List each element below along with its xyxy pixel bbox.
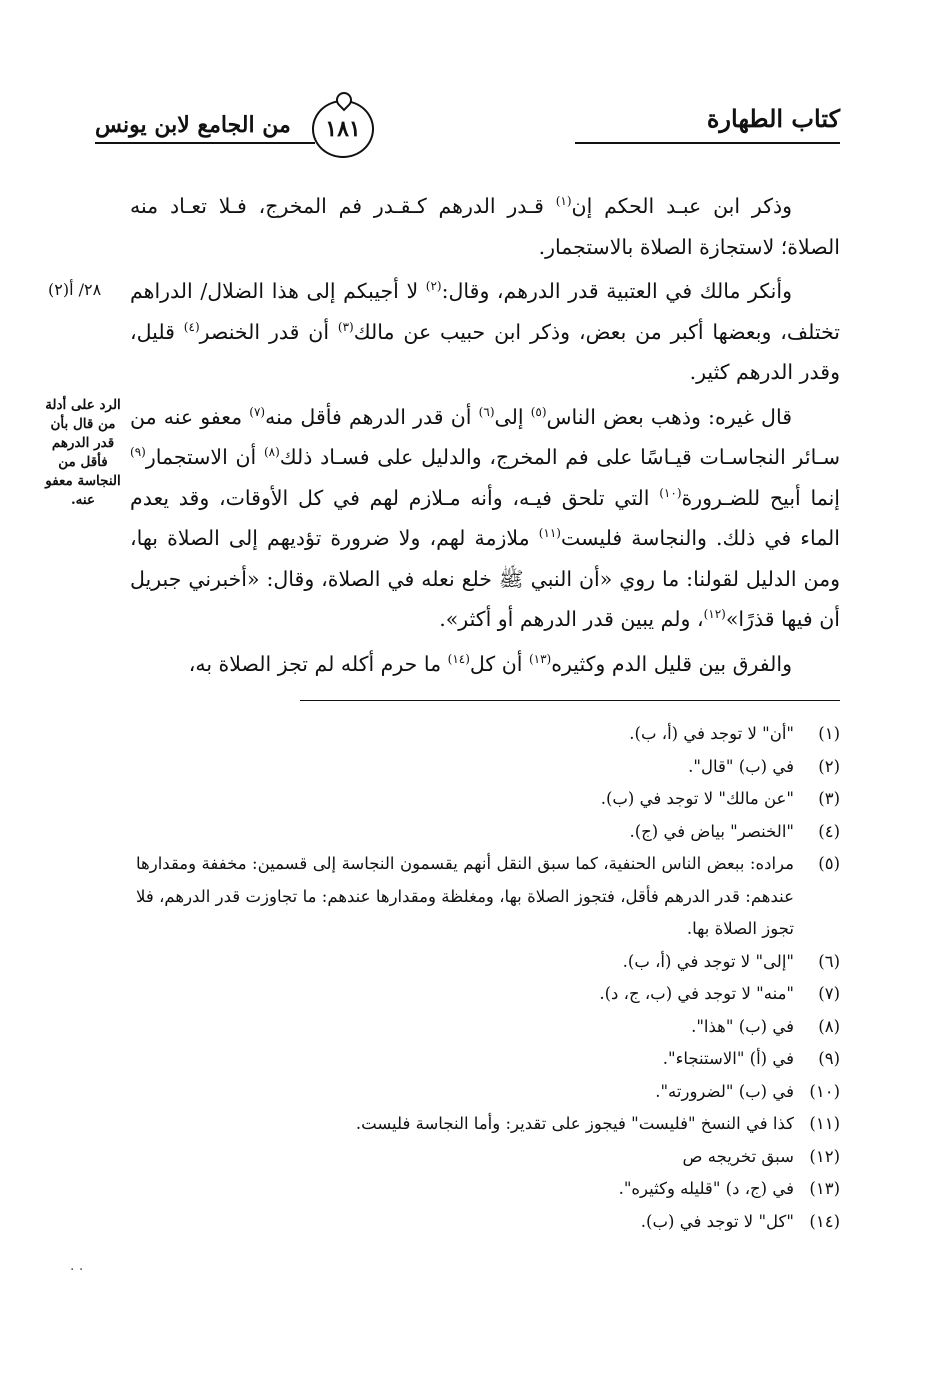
footnote-ref: (٩) [130,445,146,460]
footnote-ref: (٤) [183,319,200,334]
text-run: إلى [494,404,531,429]
footnote-number: (٦) [818,951,840,971]
footnote-text: "عن مالك" لا توجد في (ب). [600,789,794,808]
page-number: ١٨١ [325,116,361,142]
footnote-ref: (١) [555,194,572,209]
footnote [136,1043,840,1076]
footnote-text: سبق تخريجه ص [682,1146,794,1166]
footnote-text: مراده: ببعض الناس الحنفية، كما سبق النقل أنهم يقسمون النجاسة إلى قسمين: مخففة ومقدارها عندهم: قدر الدرهم فأقل، فتجوز الصلاة بها، ومغلظة ومقدارها عندهم: ما تجاوزت قدر الدرهم، فلا تجوز الصلاة بها. [136,854,794,938]
footnote-text: "إلى" لا توجد في (أ، ب). [622,951,794,971]
footnote-ref: (١٤) [447,651,470,666]
text-run: أن قدر الخنصر [199,319,338,344]
text-run: ، ولم يبين قدر الدرهم أو أكثر». [439,607,704,631]
footnote-number: (٨) [818,1016,840,1036]
folio-reference: ٢٨/ أ(٢) [48,280,102,299]
footnotes [136,718,840,1238]
margin-side-note: الرد على أدلة من قال بأن قدر الدرهم فأقل من النجاسة معفو عنه. [45,397,121,508]
footnote-number: (١٢) [809,1146,840,1166]
footnote [136,783,840,816]
footnote-ref: (١١) [538,526,561,541]
text-run: وأنكر مالك في العتبية قدر الدرهم، وقال: [441,279,792,303]
footnote-text: في (ب) "قال". [688,756,794,776]
footnote-number: (٧) [818,984,840,1003]
footnote-ref: (٨) [263,445,280,460]
text-run: إنما أبيح للضـرورة [681,485,840,510]
footnote-number: (٢) [818,756,840,776]
footnote [136,751,840,784]
paragraph-3 [130,397,840,640]
text-run: قـدر الدرهم كـقـدر فم المخرج، فـلا تعـاد منه الصلاة؛ لاستجازة الصلاة بالاستجمار. [130,194,840,259]
footnote [136,1206,840,1239]
footnote-text: في (أ) "الاستنجاء". [662,1049,794,1068]
footnote-number: (٩) [818,1049,840,1068]
footnote-number: (١٠) [809,1081,840,1101]
text-run: والفرق بين قليل الدم وكثيره [551,651,792,676]
text-run: أن الاستجمار [145,445,264,469]
footnote-number: (١) [818,724,840,743]
paragraph-1 [130,186,840,267]
text-run: لا أجيبكم إلى هذا الضلال/ الدراهم تختلف، وبعضها أكبر من بعض، وذكر ابن حبيب عن مالك [130,279,841,344]
header-rule-right [575,142,840,144]
paragraph-4 [130,644,840,685]
footnote-ref: (٦) [478,404,495,419]
footnote-ref: (٧) [249,404,266,419]
text-run: ما حرم أكله لم تجز الصلاة به، [188,651,448,676]
footnote-text: "أن" لا توجد في (أ، ب). [629,724,794,743]
footnote-separator [300,700,840,701]
footnote [136,1011,840,1044]
book-title: كتاب الطهارة [706,104,840,133]
footnote-text: "الخنصر" بياض في (ج). [629,821,794,841]
footnote-ref: (٢) [425,279,442,294]
footnote-text: في (ب) "لضرورته". [655,1081,794,1101]
text-run: وذكر ابن عبـد الحكم إن [571,194,792,218]
main-text [130,186,840,688]
footnote-ref: (٥) [530,404,547,419]
text-run: قليل، وقدر الدرهم كثير. [130,319,840,384]
footnote [136,1076,840,1109]
text-run: قال غيره: وذهب بعض الناس [546,404,793,429]
footnote-number: (١٤) [809,1211,840,1231]
text-run: التي تلحق فيـه، وأنه مـلازم لهم في كل الأوقات، وقد يعدم الماء في ذلك. والنجاسة فليست [130,485,840,550]
footnote [136,1173,840,1206]
footnote [136,816,840,849]
footnote-number: (٣) [818,789,840,808]
paragraph-2 [130,271,840,393]
footnote [136,718,840,751]
footnote [136,978,840,1011]
footnote-ref: (٣) [337,319,354,334]
footnote-ref: (١٣) [528,651,552,666]
footnote-text: في (ج، د) "قليله وكثيره". [618,1179,794,1198]
footnote [136,848,840,946]
footnote-number: (٤) [818,821,840,841]
footnote [136,1108,840,1141]
footnote [136,1141,840,1174]
footnote-ref: (١٢) [703,607,726,622]
footnote-number: (١١) [809,1114,840,1133]
scan-speckle: · · [70,1262,84,1278]
header-rule-left [95,142,315,144]
footnote-text: "كل" لا توجد في (ب). [640,1211,794,1231]
page-number-badge [312,100,374,158]
text-run: معفو عنه من سـائر النجاسـات قيـاسًا على فم المخرج، والدليل على فسـاد ذلك [130,404,840,469]
footnote-number: (٥) [818,854,840,873]
running-header [95,96,840,156]
source-title: من الجامع لابن يونس [95,112,291,138]
text-run: أن قدر الدرهم فأقل منه [265,404,479,429]
footnote [136,946,840,979]
footnote-text: في (ب) "هذا". [691,1016,794,1036]
footnote-text: كذا في النسخ "فليست" فيجوز على تقدير: وأما النجاسة فليست. [355,1114,794,1133]
footnote-ref: (١٠) [659,485,682,500]
text-run: ملازمة لهم، ولا ضرورة تؤديهم إلى الصلاة بها، ومن الدليل لقولنا: ما روي «أن النبي ﷺ خلع نعله في الصلاة، وقال: «أخبرني جبريل أن فيها قذرًا» [130,526,840,631]
footnote-text: "منه" لا توجد في (ب، ج، د). [599,984,794,1003]
footnote-number: (١٣) [809,1179,840,1198]
text-run: أن كل [469,651,529,676]
